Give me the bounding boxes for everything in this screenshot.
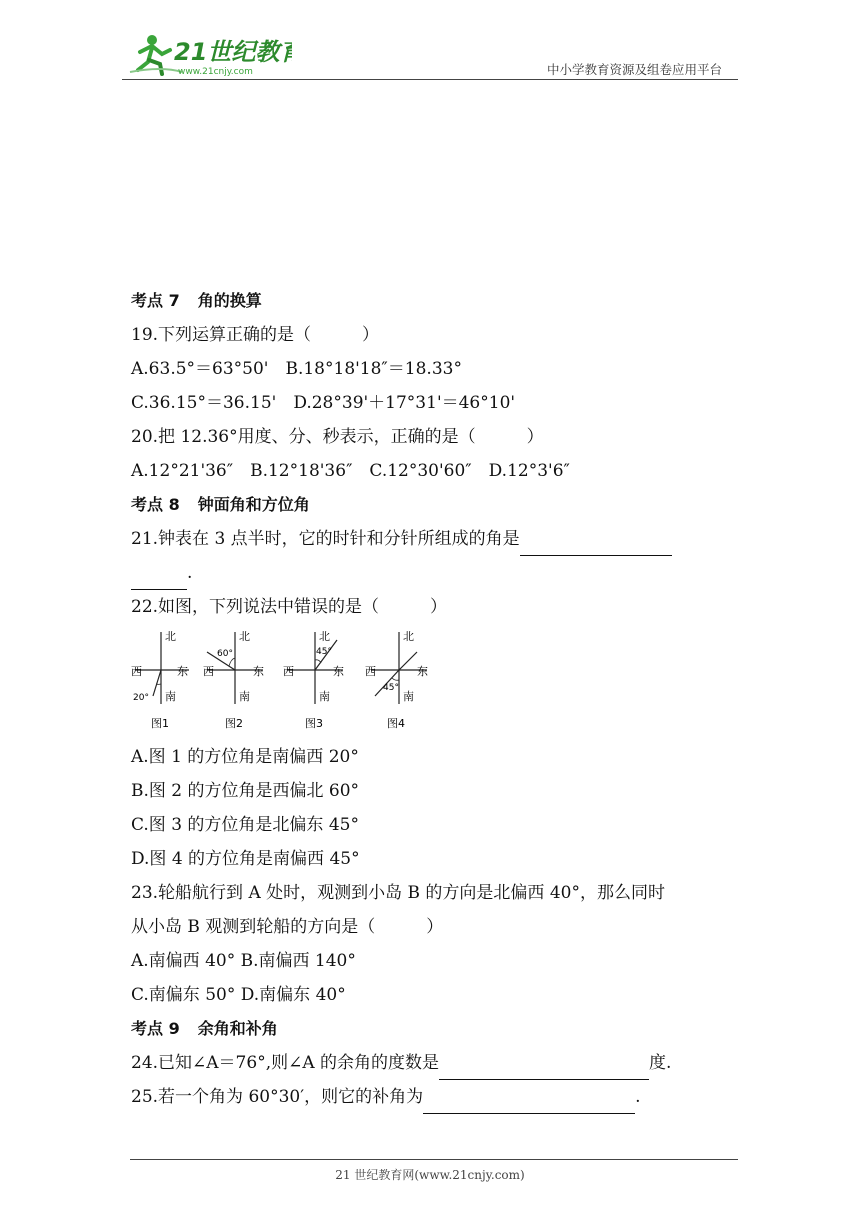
east-label: 东 — [417, 665, 428, 678]
q21-tail: . — [187, 563, 193, 583]
q25-line — [131, 1080, 736, 1114]
answer-blank — [131, 567, 187, 590]
answer-blank — [423, 1091, 635, 1114]
q24-line — [131, 1046, 736, 1080]
section-title: 角的换算 — [197, 291, 262, 310]
section-heading-8 — [131, 488, 736, 522]
q21-continuation — [131, 556, 736, 590]
q19-options-line2: C.36.15°＝36.15' D.28°39'＋17°31'＝46°10' — [131, 393, 516, 413]
west-label: 西 — [365, 665, 376, 678]
west-label: 西 — [283, 665, 294, 678]
east-label: 东 — [333, 665, 344, 678]
q22-option-a: A.图 1 的方位角是南偏西 20° — [131, 747, 359, 767]
page-footer: 21 世纪教育网(www.21cnjy.com) — [335, 1168, 525, 1182]
logo — [122, 30, 292, 80]
section-heading-7 — [131, 284, 736, 318]
q22-option-b: B.图 2 的方位角是西偏北 60° — [131, 781, 360, 801]
q21-stem-line — [131, 522, 736, 556]
q22-option-c: C.图 3 的方位角是北偏东 45° — [131, 815, 359, 835]
section-label: 考点 9 — [131, 1019, 180, 1038]
q25-stem: 25.若一个角为 60°30′，则它的补角为 — [131, 1087, 424, 1107]
header-divider — [122, 79, 738, 80]
site-tagline: 中小学教育资源及组卷应用平台 — [546, 62, 722, 77]
compass-figure-1 — [131, 626, 191, 740]
logo-text: 21世纪教育 — [174, 38, 292, 66]
question-content — [131, 284, 736, 1114]
q23-stem-line1: 23.轮船航行到 A 处时，观测到小岛 B 的方向是北偏西 40°，那么同时 — [131, 883, 665, 903]
q20-options: A.12°21'36″ B.12°18'36″ C.12°30'60″ D.12°3'6″ — [131, 461, 570, 481]
section-heading-9 — [131, 1012, 736, 1046]
angle-label: 20° — [133, 693, 149, 703]
west-label: 西 — [131, 665, 142, 678]
q23-options-line2: C.南偏东 50° D.南偏东 40° — [131, 985, 346, 1005]
q21-stem: 21.钟表在 3 点半时，它的时针和分针所组成的角是 — [131, 529, 520, 549]
q22-stem: 22.如图，下列说法中错误的是（ ） — [131, 597, 448, 617]
west-label: 西 — [203, 665, 214, 678]
q20-stem: 20.把 12.36°用度、分、秒表示，正确的是（ ） — [131, 427, 544, 447]
section-title: 钟面角和方位角 — [197, 495, 310, 514]
east-label: 东 — [177, 665, 188, 678]
q24-stem: 24.已知∠A＝76°,则∠A 的余角的度数是 — [131, 1053, 440, 1073]
compass-figure-4 — [365, 626, 431, 740]
south-label: 南 — [403, 690, 414, 703]
north-label: 北 — [403, 630, 414, 643]
north-label: 北 — [165, 630, 176, 643]
south-label: 南 — [165, 690, 176, 703]
compass-figure-3 — [283, 626, 347, 740]
figure-caption: 图2 — [225, 717, 243, 730]
logo-runner-icon — [122, 30, 292, 80]
logo-subtext: www.21cnjy.com — [178, 67, 253, 77]
q23-options-line1: A.南偏西 40° B.南偏西 140° — [131, 951, 356, 971]
section-label: 考点 7 — [131, 291, 180, 310]
answer-blank — [520, 533, 672, 556]
angle-label: 60° — [217, 649, 233, 659]
south-label: 南 — [319, 690, 330, 703]
east-label: 东 — [253, 665, 264, 678]
q24-tail: 度. — [649, 1053, 672, 1073]
section-title: 余角和补角 — [197, 1019, 278, 1038]
compass-figure-2 — [203, 626, 267, 740]
page-header — [0, 0, 860, 90]
section-label: 考点 8 — [131, 495, 180, 514]
angle-label: 45° — [383, 683, 399, 693]
q19-options-line1: A.63.5°＝63°50' B.18°18'18″＝18.33° — [131, 359, 462, 379]
figure-caption: 图1 — [151, 717, 169, 730]
north-label: 北 — [319, 630, 330, 643]
south-label: 南 — [239, 690, 250, 703]
q23-stem-line2: 从小岛 B 观测到轮船的方向是（ ） — [131, 917, 444, 937]
compass-figures — [131, 626, 736, 736]
q19-stem: 19.下列运算正确的是（ ） — [131, 325, 380, 345]
q22-option-d: D.图 4 的方位角是南偏西 45° — [131, 849, 360, 869]
answer-blank — [439, 1057, 649, 1080]
figure-caption: 图3 — [305, 717, 323, 730]
north-label: 北 — [239, 630, 250, 643]
angle-label: 45° — [316, 647, 332, 657]
q25-tail: . — [635, 1087, 641, 1107]
figure-caption: 图4 — [387, 717, 405, 730]
footer-divider — [130, 1159, 738, 1160]
